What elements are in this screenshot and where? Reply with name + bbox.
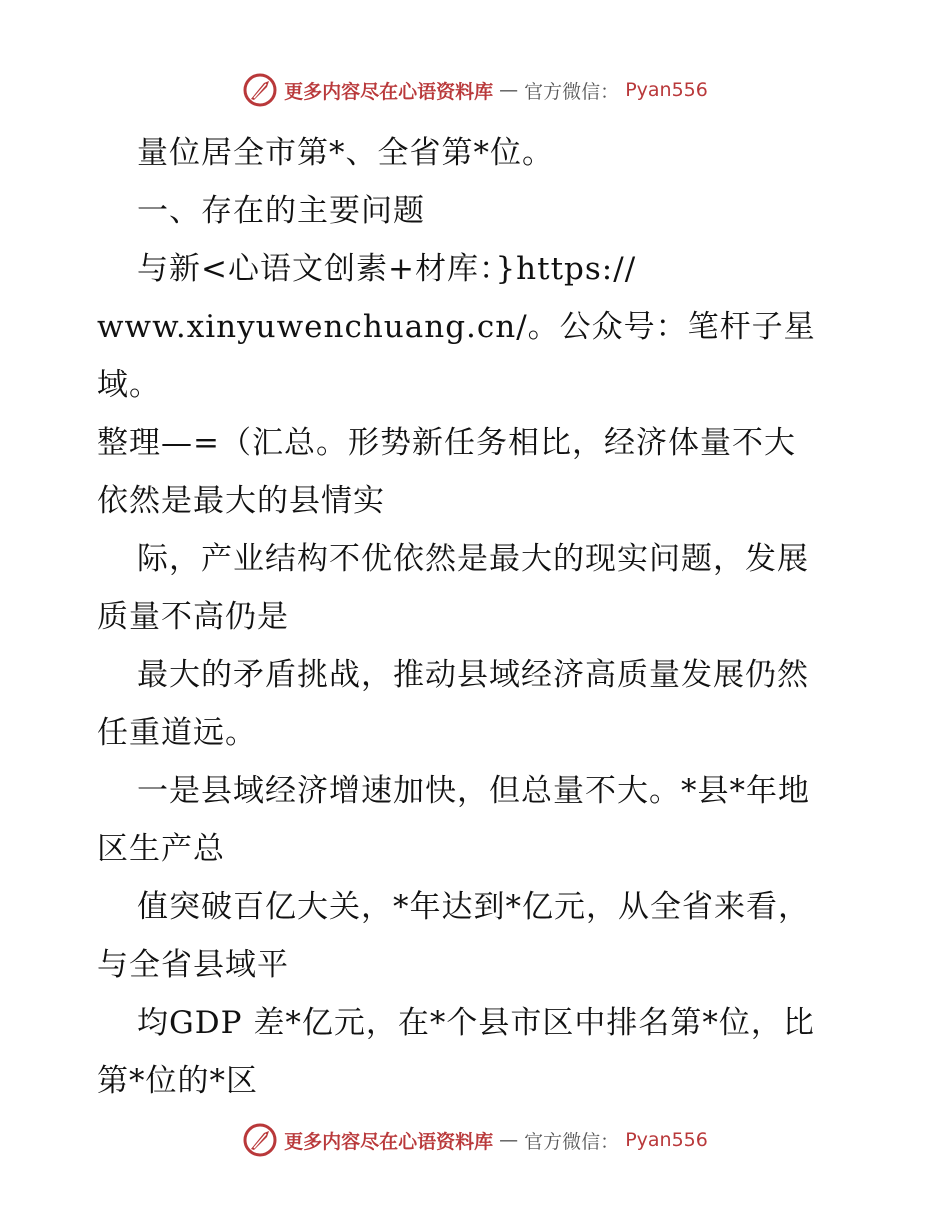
text-line: 值突破百亿大关，*年达到*亿元，从全省来看， (137, 889, 810, 925)
quill-logo-icon (242, 72, 278, 108)
footer-watermark (0, 1120, 950, 1160)
document-body (97, 124, 857, 1110)
text-line: 与新<心语文创素+材库：}https:// (137, 251, 637, 287)
text-line: 一是县域经济增速加快，但总量不大。*县*年地 (137, 773, 810, 809)
text-line: 最大的矛盾挑战，推动县域经济高质量发展仍然 (137, 657, 809, 693)
text-line: 整理—=（汇总。形势新任务相比，经济体量不大 (97, 425, 796, 461)
watermark-wechat-id: Pyan556 (625, 1129, 708, 1151)
text-line: 依然是最大的县情实 (97, 483, 385, 519)
text-line: 第*位的*区 (97, 1063, 258, 1099)
text-line: www.xinyuwenchuang.cn/。公众号：笔杆子星域。 (97, 309, 816, 403)
header-watermark (0, 70, 950, 110)
watermark-wechat-id: Pyan556 (625, 79, 708, 101)
text-line: 均GDP 差*亿元，在*个县市区中排名第*位，比 (137, 1005, 815, 1041)
watermark-wechat-label: 官方微信： (524, 80, 620, 103)
text-line: 与全省县域平 (97, 947, 289, 983)
watermark-main-text: 更多内容尽在心语资料库 (284, 80, 494, 103)
text-line: 量位居全市第*、全省第*位。 (137, 135, 554, 171)
watermark-dash: — (499, 79, 519, 101)
watermark-main-text: 更多内容尽在心语资料库 (284, 1130, 494, 1153)
watermark-dash: — (499, 1129, 519, 1151)
quill-logo-icon (242, 1122, 278, 1158)
text-line: 质量不高仍是 (97, 599, 289, 635)
text-line: 际，产业结构不优依然是最大的现实问题，发展 (137, 541, 809, 577)
section-heading: 一、存在的主要问题 (137, 193, 425, 229)
watermark-wechat-label: 官方微信： (524, 1130, 620, 1153)
text-line: 任重道远。 (97, 715, 257, 751)
text-line: 区生产总 (97, 831, 225, 867)
